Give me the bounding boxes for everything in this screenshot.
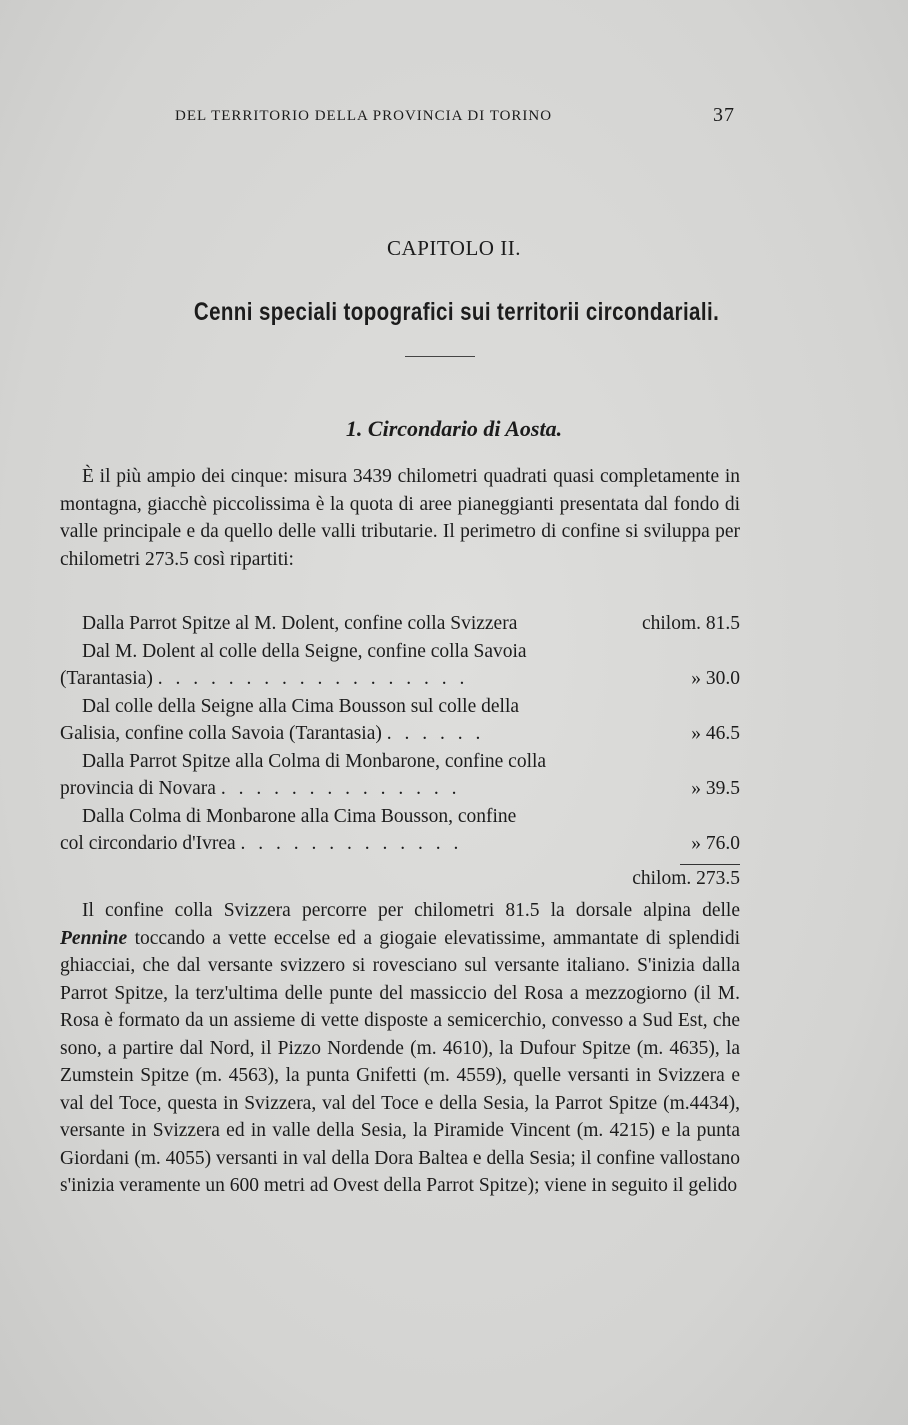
- distance-list: [60, 610, 740, 892]
- distance-row-value: » 76.0: [691, 833, 740, 854]
- distance-row-text-cont: col circondario d'Ivrea: [60, 833, 236, 854]
- distance-row-text-cont: provincia di Novara: [60, 778, 216, 799]
- running-head-title: DEL TERRITORIO DELLA PROVINCIA DI TORINO: [175, 108, 553, 124]
- distance-row-text: Dalla Parrot Spitze alla Colma di Monbarone, confine colla: [82, 750, 547, 772]
- chapter-label: CAPITOLO II.: [387, 236, 521, 260]
- body-text-part: toccando a vette eccelse ed a giogaie elevatissime, ammantate di splendidi ghiacciai, che dal versante svizzero si rovesciano sul versante italiano. S'inizia dalla Parrot Spitze, la terz'ultima delle punte del massiccio del Rosa a mezzogiorno (il M. Rosa è formato da un assieme di vette disposte a semicerchio, convesso a Sud Est, che sono, a partire dal Nord, il Pizzo Nordende (m. 4610), la Dufour Spitze (m. 4635), la Zumstein Spitze (m. 4563), la punta Gnifetti (m. 4559), quelle versanti in Svizzera e val del Toce, questa in Svizzera, val del Toce e della Sesia, la Parrot Spitze (m.4434), versante in Svizzera ed in valle della Sesia, la Piramide Vincent (m. 4215) e la punta Giordani (m. 4055) versanti in val della Dora Baltea e della Sesia; il confine vallostano s'inizia veramente un 600 metri ad Ovest della Parrot Spitze); viene in seguito il gelido: [60, 927, 740, 1196]
- body-text-part: Il confine colla Svizzera percorre per chilometri 81.5 la dorsale alpina delle: [82, 900, 740, 921]
- distance-row-value: » 30.0: [691, 668, 740, 689]
- leader-dots: . . . . . . . . . . . . . .: [220, 778, 461, 799]
- body-paragraph-block: [60, 897, 740, 1200]
- distance-row-text: Dalla Parrot Spitze al M. Dolent, confine colla Svizzera: [82, 613, 518, 634]
- leader-dots: . . . . . .: [386, 723, 485, 744]
- emphasis-pennine: Pennine: [60, 927, 128, 949]
- distance-row-value: » 39.5: [691, 778, 740, 799]
- section-title: 1. Circondario di Aosta.: [345, 416, 563, 441]
- distance-row-value: » 46.5: [691, 723, 740, 744]
- distance-row-text-cont: (Tarantasia): [60, 668, 153, 689]
- distance-row-text: Dalla Colma di Monbarone alla Cima Bousson, confine: [82, 805, 517, 827]
- distance-row-text-cont: Galisia, confine colla Savoia (Tarantasia): [60, 723, 382, 744]
- distance-row-text: Dal M. Dolent al colle della Seigne, confine colla Savoia: [82, 640, 527, 662]
- chapter-title: Cenni speciali topografici sui territorii circondariali.: [193, 298, 720, 326]
- leader-dots: . . . . . . . . . . . . .: [240, 833, 463, 854]
- distance-row: [60, 748, 740, 803]
- distance-row: [60, 610, 740, 638]
- distance-total: chilom. 273.5: [632, 867, 740, 889]
- distance-row: [60, 638, 740, 693]
- distance-row-text: Dal colle della Seigne alla Cima Bousson sul colle della: [82, 695, 520, 717]
- intro-paragraph-block: [60, 463, 740, 573]
- divider-rule: [405, 356, 475, 357]
- intro-paragraph: È il più ampio dei cinque: misura 3439 chilometri quadrati quasi completamente in montagna, giacchè piccolissima è la quota di aree pianeggianti presentata dal fondo di valle principale e da quello delle valli tributarie. Il perimetro di confine si sviluppa per chilometri 273.5 così ripartiti:: [60, 466, 740, 570]
- total-rule: [680, 864, 740, 865]
- body-paragraph: [60, 897, 740, 1200]
- distance-row: [60, 693, 740, 748]
- distance-row: [60, 803, 740, 858]
- distance-row-value: chilom. 81.5: [641, 613, 740, 634]
- leader-dots: . . . . . . . . . . . . . . . . . .: [157, 668, 469, 689]
- page-number: 37: [713, 104, 735, 126]
